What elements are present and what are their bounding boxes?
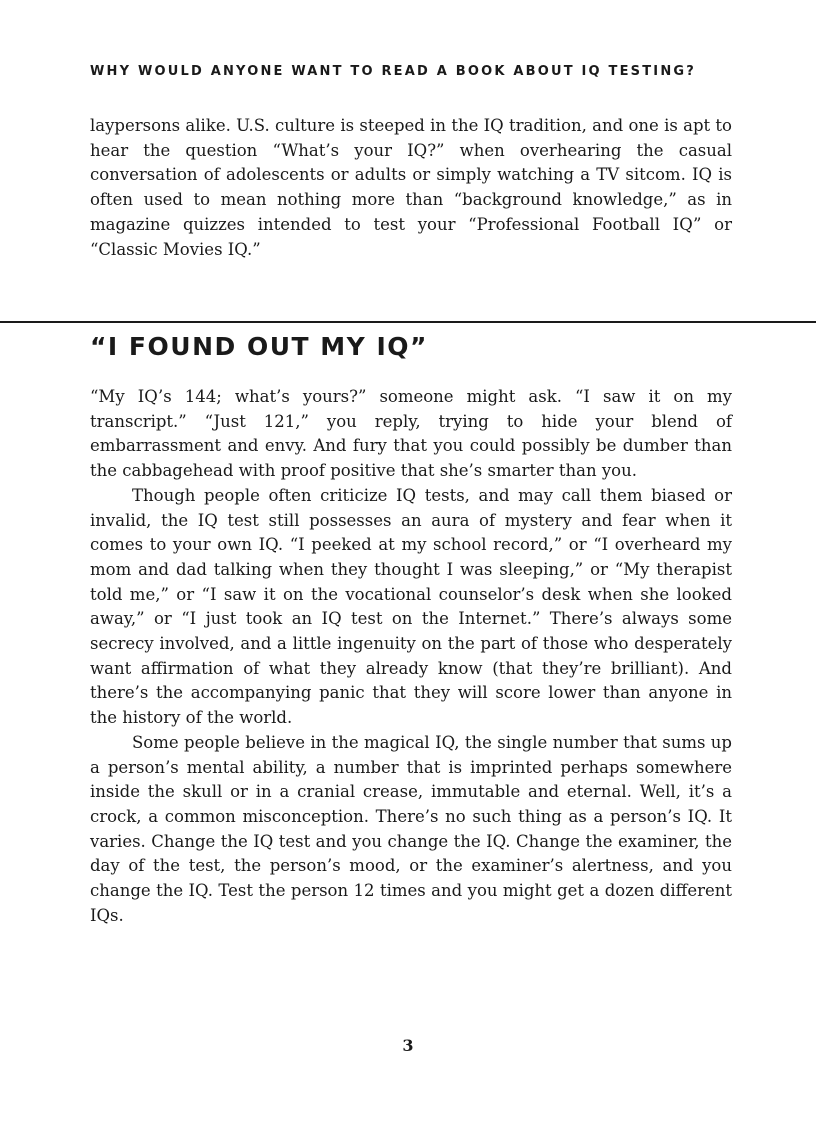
running-header: WHY WOULD ANYONE WANT TO READ A BOOK ABOUT IQ TESTING?: [90, 64, 697, 79]
body-paragraph-2: Though people often criticize IQ tests, and may call them biased or invalid, the IQ test still possesses an aura of mystery and fear when it comes to your own IQ. “I peeked at my school record,” or “I overheard my mom and dad talking when they thought I was sleeping,” or “My therapist told me,” or “I saw it on the vocational counselor’s desk when she looked away,” or “I just took an IQ test on the Internet.” There’s always some secrecy involved, and a little ingenuity on the part of those who desperately want affirmation of what they already know (that they’re brilliant). And there’s the accompanying panic that they will score lower than anyone in the history of the world.: [90, 485, 732, 728]
body-paragraph-3: Some people believe in the magical IQ, the single number that sums up a person’s mental ability, a number that is imprinted perhaps somewhere inside the skull or in a cranial crease, immutable and eternal. Well, it’s a crock, a common misconception. There’s no such thing as a person’s IQ. It varies. Change the IQ test and you change the IQ. Change the examiner, the day of the test, the person’s mood, or the examiner’s alertness, and you change the IQ. Test the person 12 times and you might get a dozen different IQs.: [90, 732, 732, 925]
section-heading: “I FOUND OUT MY IQ”: [90, 332, 428, 361]
intro-paragraph: laypersons alike. U.S. culture is steeped in the IQ tradition, and one is apt to hear the question “What’s your IQ?” when overhearing the casual conversation of adolescents or adults or simply watching a TV sitcom. IQ is often used to mean nothing more than “background knowledge,” as in magazine quizzes intended to test your “Professional Football IQ” or “Classic Movies IQ.”: [90, 116, 732, 259]
section-divider: [0, 321, 816, 323]
section-body: [90, 385, 732, 928]
body-paragraph-1: “My IQ’s 144; what’s yours?” someone might ask. “I saw it on my transcript.” “Just 121,” you reply, trying to hide your blend of embarrassment and envy. And fury that you could possibly be dumber than the cabbagehead with proof positive that she’s smarter than you.: [90, 387, 732, 481]
page-number: 3: [402, 1036, 414, 1055]
